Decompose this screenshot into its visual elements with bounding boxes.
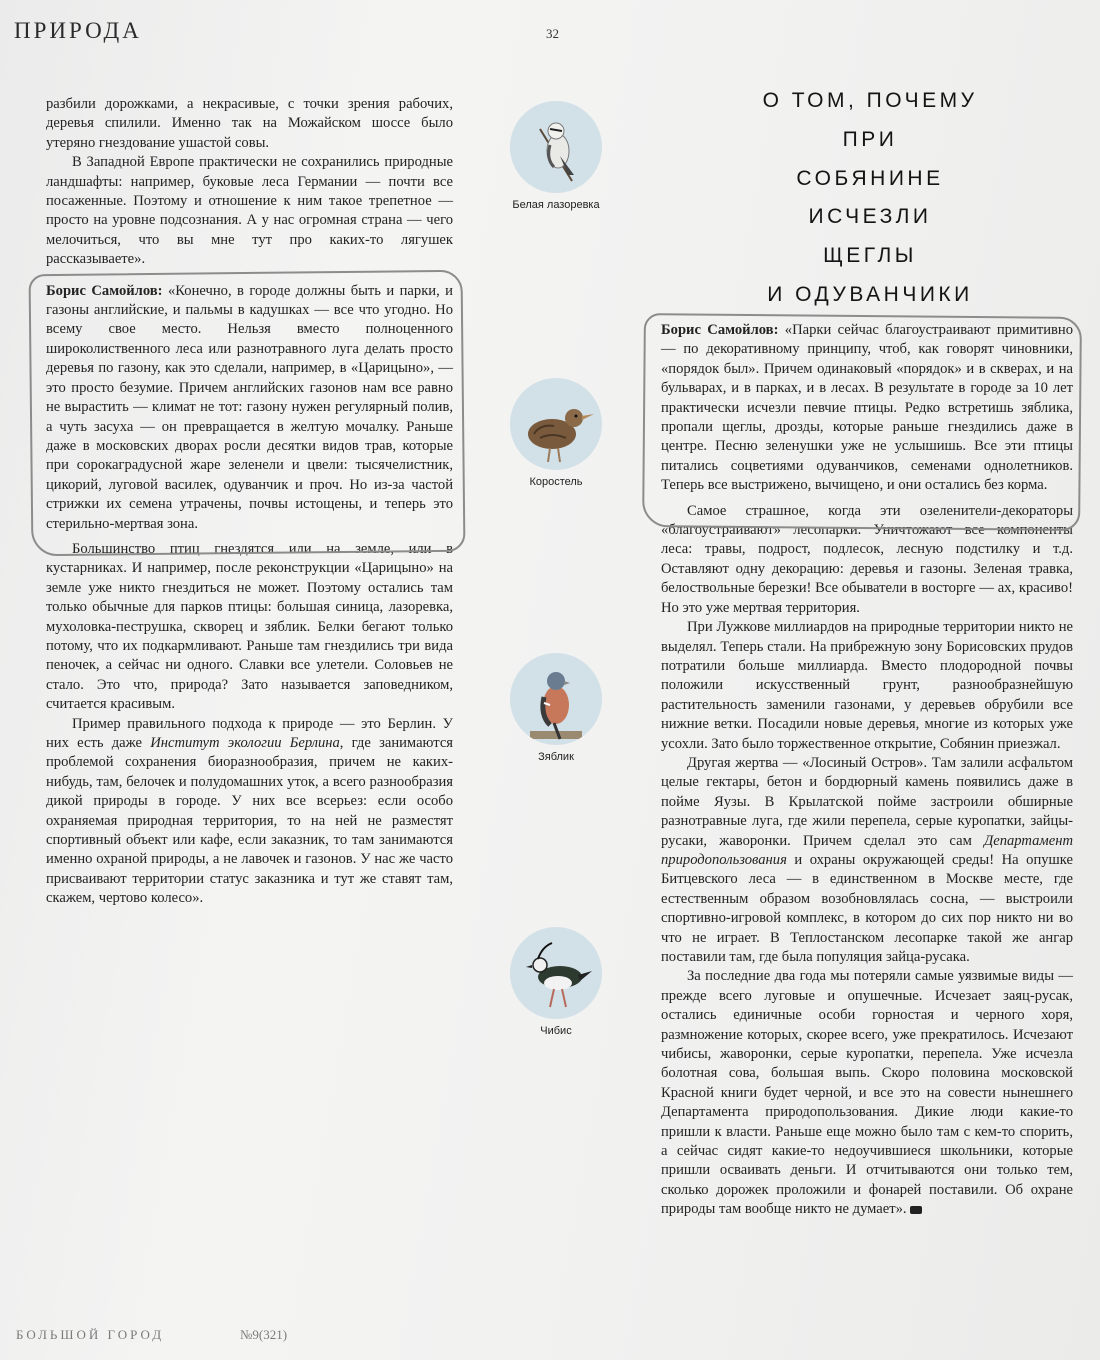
paragraph: При Лужкове миллиардов на природные территории никто не выделял. Теперь стали. На прибрежную зону Борисовских прудов потратили больше миллиарда. Вместо плодородной почвы положили искусственный грунт, разнообразнейшую растительность заменили газонами, у деревьев обрубили все нижние ветки. Посадили новые деревья, многие из которых уже усохли. Зато было торжественное открытие, Собянин приезжал. — [661, 619, 1073, 752]
chaffinch-icon — [510, 653, 602, 745]
quote-speaker: Борис Самойлов: — [661, 322, 779, 338]
paragraph — [661, 967, 1073, 1219]
magazine-name: БОЛЬШОЙ ГОРОД — [16, 1327, 165, 1342]
paragraph: Самое страшное, когда эти озеленители-декораторы «благоустраивают» лесопарки. Уничтожают все компоненты леса: травы, подрост, подлесок, лесную подстилку и т.д. Оставляют одну декорацию: деревья и газоны. Зеленая травка, белоствольные березки! Все обыватели в восторге — ах, красиво! Но это уже мертвая территория. — [661, 502, 1073, 616]
paragraph: Большинство птиц гнездятся или на земле, или в кустарниках. И например, после реконструкции «Царицыно» на земле уже никто гнездиться не может. Поэтому остались там только обычные для парков птицы: большая синица, лазоревка, мухоловка-пеструшка, скворец и зяблик. Белки бегают только потому, что их подкармливают. Раньше там гнездились три вида пеночек, а сейчас ни одного. Славки все улетели. Соловьев не стало. Это что, природа? Зато называется заповедником, считается красивым. — [46, 540, 453, 713]
article-headline — [720, 82, 1020, 315]
quote-text: «Парки сейчас благоустраивают примитивно — по декоративному принципу, чтоб, как говорят чиновники, «порядок был». Причем одинаковый «порядок» и в скверах, и на бульварах, и в парках, и в лесах. В результате в городе за 10 лет практически исчезли певчие птицы. Редко встретишь зяблика, пропали щеглы, дрозды, которые раньше гнездились даже в центре. Песню зеленушки уже не услышишь. Все эти птицы питались соцветиями одуванчиков, семенами однолетников. Теперь все выстрижено, вычищено, и они остались без корма. — [661, 322, 1074, 494]
paragraph: разбили дорожками, а некрасивые, с точки зрения рабочих, деревья спилили. Именно так на Можайском шоссе было утеряно гнездование ушастой совы. — [46, 96, 453, 151]
bird-caption: Чибис — [540, 1025, 572, 1037]
text-run: За последние два года мы потеряли самые уязвимые виды — прежде всего луговые и опушечные. Исчезает заяц-русак, остались единичные особи горностая и черного хоря, размножение которых, скорее всего, уже прекратилось. Исчезают чибисы, жаворонки, серые куропатки, перепела. Уже исчезла болотная сова, большая выпь. Скоро половина московской Красной книги будет черной, и все это на совести нынешнего Департамента природопользования. Дикие люди какие-то пришли к власти. Раньше еще можно было там с кем-то спорить, а сейчас сидят какие-то недоучившиеся школьники, которые пришли осваивать деньги. И отчитываются они только тем, сколько дорожек проложили и фонарей поставили. Об охране природы там вообще никто не думает». — [661, 968, 1073, 1218]
issue-number: №9(321) — [240, 1327, 288, 1342]
text-run: и охраны окружающей среды! На опушке Битцевского леса — в единственном в Москве месте, где естественным образом возобновлялась сосна, — выстроили спортивно-игровой комплекс, в котором до сих пор никто ни во что не играет. В Теплостанском лесопарке такой же ангар поставили там, где была популяция зайца-русака. — [661, 851, 1073, 965]
headline-line: СОБЯНИНЕ — [796, 166, 944, 190]
bird-caption: Зяблик — [538, 751, 574, 763]
text-run: Другая жертва — «Лосиный Остров». Там залили асфальтом целые гектары, бетон и бордюрный камень появились даже в пойме Яузы. В Крылатской пойме застроили обширные разнотравные луга, где жили перепела, серые куропатки, зайцы-русаки, жаворонки. Причем сделал это сам — [661, 754, 1073, 849]
section-title: ПРИРОДА — [14, 18, 142, 43]
left-column — [46, 95, 453, 909]
paragraph — [46, 715, 453, 909]
headline-line: ИСЧЕЗЛИ — [808, 205, 932, 229]
quote-text: «Конечно, в городе должны быть и парки, и газоны английские, и пальмы в кадушках — все что угодно. Но всему свое место. Нельзя вместо полноценного широколиственного леса или разнотравного луга делать просто деревья по газону, как это сделали, например, в «Царицыно», — это просто безумие. Причем английских газонов нам все равно не вырастить — климат не тот: газону нужен регулярный полив, а чуть засуха — он превращается в желтую мочалку. Раньше даже в московских дворах росли десятки видов трав, которые при сорокаградусной жаре зеленели и цвели: тысячелистник, цикорий, луговой василек, одуванчик и проч. Но из-за частой стрижки их семена утрачены, почвы истощены, и теперь это стерильно-мертвая зона. — [46, 282, 453, 532]
right-column — [661, 321, 1073, 1220]
bird-illustration — [486, 653, 626, 763]
department-name: Департамент природопользования — [661, 832, 1073, 868]
bird-illustration — [486, 378, 626, 488]
page-number: 32 — [546, 26, 559, 41]
quote-block — [661, 321, 1073, 496]
text-run: , где занимаются проблемой сохранения биоразнообразия, причем не каких-нибудь, там, белочек и полудомашних уток, а всего разнообразия дикой природы в городе. У них все всерьез: если особо охраняемая природная территория, то на ней не разместят спортивный объект или кафе, если заказник, то там занимаются именно охраной природы, а не лавочек и газонов. У нас же часто присваивают территории статус заказника и тут же ставят там, скажем, чертово колесо». — [46, 735, 454, 907]
corncrake-icon — [510, 378, 602, 470]
paragraph: В Западной Европе практически не сохранились природные ландшафты: например, буковые леса Германии — почти все посаженные. Поэтому и отношение к ним такое трепетное — просто на уровне подсознания. А у нас огромная страна — чего мелочиться, что вы мне тут про каких-то лягушек рассказываете». — [46, 154, 453, 268]
paragraph — [661, 754, 1073, 967]
quote-paragraph — [46, 282, 453, 534]
end-of-article-icon — [910, 1206, 922, 1214]
bird-caption: Коростель — [529, 476, 583, 488]
white-tit-icon — [510, 101, 602, 193]
text-run: Пример правильного подхода к природе — это Берлин. У них есть даже — [46, 715, 453, 751]
quote-block — [46, 282, 453, 534]
quote-paragraph — [661, 321, 1073, 496]
lapwing-icon — [510, 927, 602, 1019]
quote-speaker: Борис Самойлов: — [46, 282, 163, 299]
bird-caption: Белая лазоревка — [512, 199, 600, 211]
institute-name: Институт экологии Берлина — [150, 735, 340, 751]
headline-line: О ТОМ, ПОЧЕМУ — [762, 89, 978, 112]
headline-line: И ОДУВАНЧИКИ — [767, 282, 973, 306]
bird-illustration — [486, 927, 626, 1037]
headline-line: ПРИ — [842, 127, 898, 151]
headline-line: ЩЕГЛЫ — [823, 244, 917, 268]
bird-illustration — [486, 101, 626, 211]
